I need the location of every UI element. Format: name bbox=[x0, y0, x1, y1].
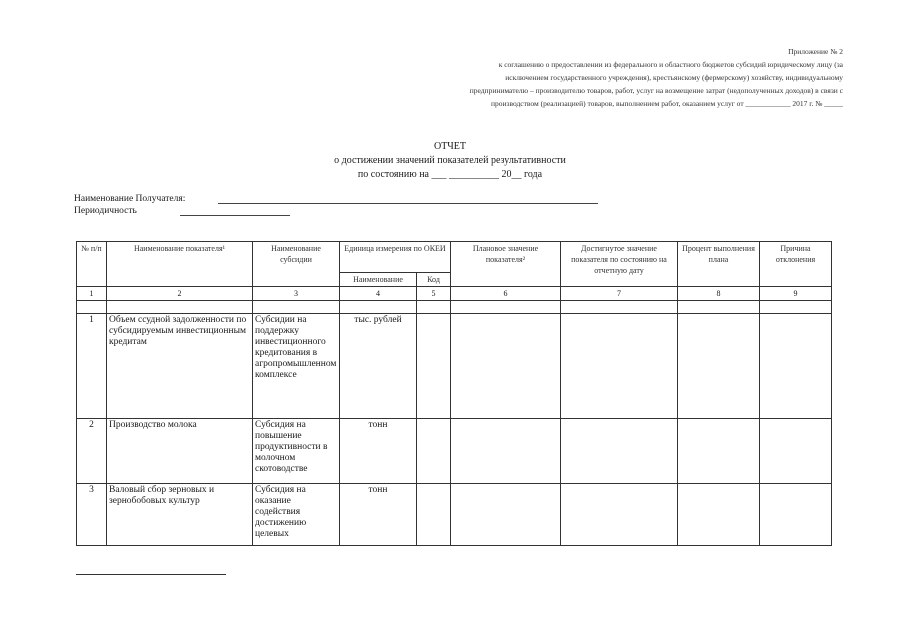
row-percent[interactable] bbox=[678, 314, 760, 419]
row-subsidy: Субсидия на оказание содействия достижению целевых bbox=[253, 484, 340, 546]
row-code[interactable] bbox=[417, 314, 451, 419]
report-subtitle: о достижении значений показателей результативности bbox=[334, 155, 566, 166]
periodicity-field-line[interactable] bbox=[180, 215, 290, 216]
report-title: ОТЧЕТ bbox=[433, 141, 467, 152]
header-row bbox=[77, 242, 832, 273]
header-num: № п/п bbox=[77, 242, 107, 287]
row-code[interactable] bbox=[417, 419, 451, 484]
recipient-label: Наименование Получателя: bbox=[74, 194, 186, 204]
spacer-row bbox=[77, 301, 832, 314]
periodicity-label: Периодичность bbox=[74, 206, 137, 216]
column-number: 7 bbox=[561, 287, 678, 301]
header-subsidy: Наименование субсидии bbox=[253, 242, 340, 287]
header-unit-code: Код bbox=[417, 273, 451, 287]
header-reason: Причина отклонения bbox=[760, 242, 832, 287]
column-number: 3 bbox=[253, 287, 340, 301]
header-achieved: Достигнутое значение показателя по состоянию на отчетную дату bbox=[561, 242, 678, 287]
row-unit: тонн bbox=[340, 419, 417, 484]
row-unit: тыс. рублей bbox=[340, 314, 417, 419]
report-date-line: по состоянию на ___ __________ 20__ года bbox=[357, 169, 543, 180]
appendix-line: производством (реализацией) товаров, выполнением работ, оказанием услуг от ____________ 2017 г. № _____ bbox=[490, 99, 843, 108]
row-achieved[interactable] bbox=[561, 484, 678, 546]
column-number: 8 bbox=[678, 287, 760, 301]
table-row bbox=[77, 419, 832, 484]
column-number-row bbox=[77, 287, 832, 301]
column-number: 4 bbox=[340, 287, 417, 301]
table-row bbox=[77, 484, 832, 546]
appendix-title: Приложение № 2 bbox=[788, 47, 843, 56]
column-number: 6 bbox=[451, 287, 561, 301]
row-achieved[interactable] bbox=[561, 314, 678, 419]
row-unit: тонн bbox=[340, 484, 417, 546]
column-number: 9 bbox=[760, 287, 832, 301]
column-number: 1 bbox=[77, 287, 107, 301]
row-indicator: Производство молока bbox=[107, 419, 253, 484]
header-percent: Процент выполнения плана bbox=[678, 242, 760, 287]
row-planned[interactable] bbox=[451, 484, 561, 546]
row-code[interactable] bbox=[417, 484, 451, 546]
row-subsidy: Субсидия на повышение продуктивности в молочном скотоводстве bbox=[253, 419, 340, 484]
header-unit-group: Единица измерения по ОКЕИ bbox=[340, 242, 451, 273]
footnote-separator bbox=[76, 574, 226, 575]
header-unit-name: Наименование bbox=[340, 273, 417, 287]
row-indicator: Валовый сбор зерновых и зернобобовых культур bbox=[107, 484, 253, 546]
header-indicator: Наименование показателя¹ bbox=[107, 242, 253, 287]
column-number: 2 bbox=[107, 287, 253, 301]
row-planned[interactable] bbox=[451, 314, 561, 419]
column-number: 5 bbox=[417, 287, 451, 301]
row-reason[interactable] bbox=[760, 314, 832, 419]
row-achieved[interactable] bbox=[561, 419, 678, 484]
row-percent[interactable] bbox=[678, 419, 760, 484]
row-num: 1 bbox=[77, 314, 107, 419]
table-row bbox=[77, 314, 832, 419]
appendix-line: к соглашению о предоставлении из федерального и областного бюджетов субсидий юридическому лицу (за bbox=[498, 60, 843, 69]
recipient-field-line[interactable] bbox=[218, 203, 598, 204]
row-planned[interactable] bbox=[451, 419, 561, 484]
appendix-line: исключением государственного учреждения), крестьянскому (фермерскому) хозяйству, индивидуальному bbox=[505, 73, 843, 82]
row-num: 3 bbox=[77, 484, 107, 546]
appendix-header bbox=[363, 45, 843, 110]
row-indicator: Объем ссудной задолженности по субсидируемым инвестиционным кредитам bbox=[107, 314, 253, 419]
header-planned: Плановое значение показателя² bbox=[451, 242, 561, 287]
row-reason[interactable] bbox=[760, 419, 832, 484]
row-reason[interactable] bbox=[760, 484, 832, 546]
report-table bbox=[76, 241, 832, 546]
row-num: 2 bbox=[77, 419, 107, 484]
appendix-line: предпринимателю – производителю товаров, работ, услуг на возмещение затрат (недополученных доходов) в связи с bbox=[469, 86, 843, 95]
row-percent[interactable] bbox=[678, 484, 760, 546]
row-subsidy: Субсидии на поддержку инвестиционного кредитования в агропромышленном комплексе bbox=[253, 314, 340, 419]
